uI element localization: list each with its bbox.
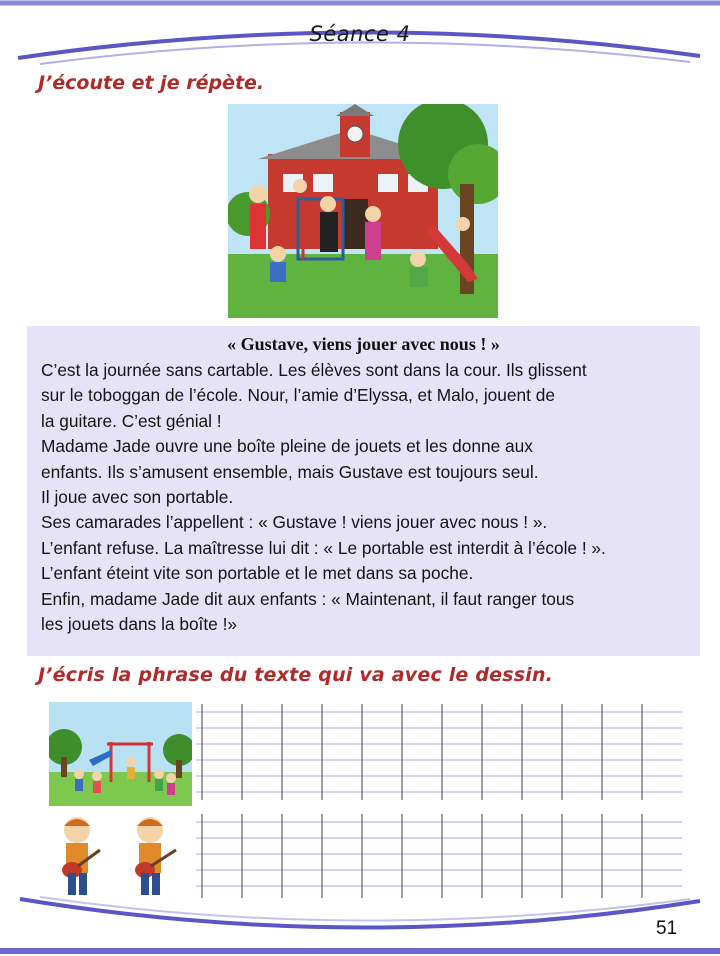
story-line: Ses camarades l’appellent : « Gustave ! viens jouer avec nous ! ». (41, 512, 548, 533)
reading-passage-box (27, 326, 700, 656)
story-line: L’enfant refuse. La maîtresse lui dit : « Le portable est interdit à l’école ! ». (41, 537, 606, 558)
school-illustration (228, 104, 498, 318)
story-line: Il joue avec son portable. (41, 486, 234, 507)
story-line: Madame Jade ouvre une boîte pleine de jouets et les donne aux (41, 436, 533, 457)
story-line: enfants. Ils s’amusent ensemble, mais Gustave est toujours seul. (41, 461, 539, 482)
story-text (41, 358, 701, 637)
section-heading-listen: J’écoute et je répète. (38, 72, 265, 94)
writing-lines-1 (196, 704, 686, 800)
playground-thumbnail (49, 702, 192, 806)
story-line: L’enfant éteint vite son portable et le met dans sa poche. (41, 563, 474, 584)
page-number: 51 (656, 918, 678, 939)
story-line: la guitare. C’est génial ! (41, 410, 222, 431)
story-title: « Gustave, viens jouer avec nous ! » (227, 334, 500, 354)
session-title: Séance 4 (309, 22, 411, 46)
story-line: les jouets dans la boîte !» (41, 613, 237, 634)
story-line: Enfin, madame Jade dit aux enfants : « Maintenant, il faut ranger tous (41, 588, 575, 609)
story-line: C’est la journée sans cartable. Les élèves sont dans la cour. Ils glissent (41, 360, 587, 380)
footer-arc-decoration (0, 895, 720, 956)
writing-lines-2 (196, 814, 686, 898)
section-heading-write: J’écris la phrase du texte qui va avec le dessin. (38, 664, 554, 686)
story-line: sur le toboggan de l’école. Nour, l’amie d’Elyssa, et Malo, jouent de (41, 385, 555, 406)
